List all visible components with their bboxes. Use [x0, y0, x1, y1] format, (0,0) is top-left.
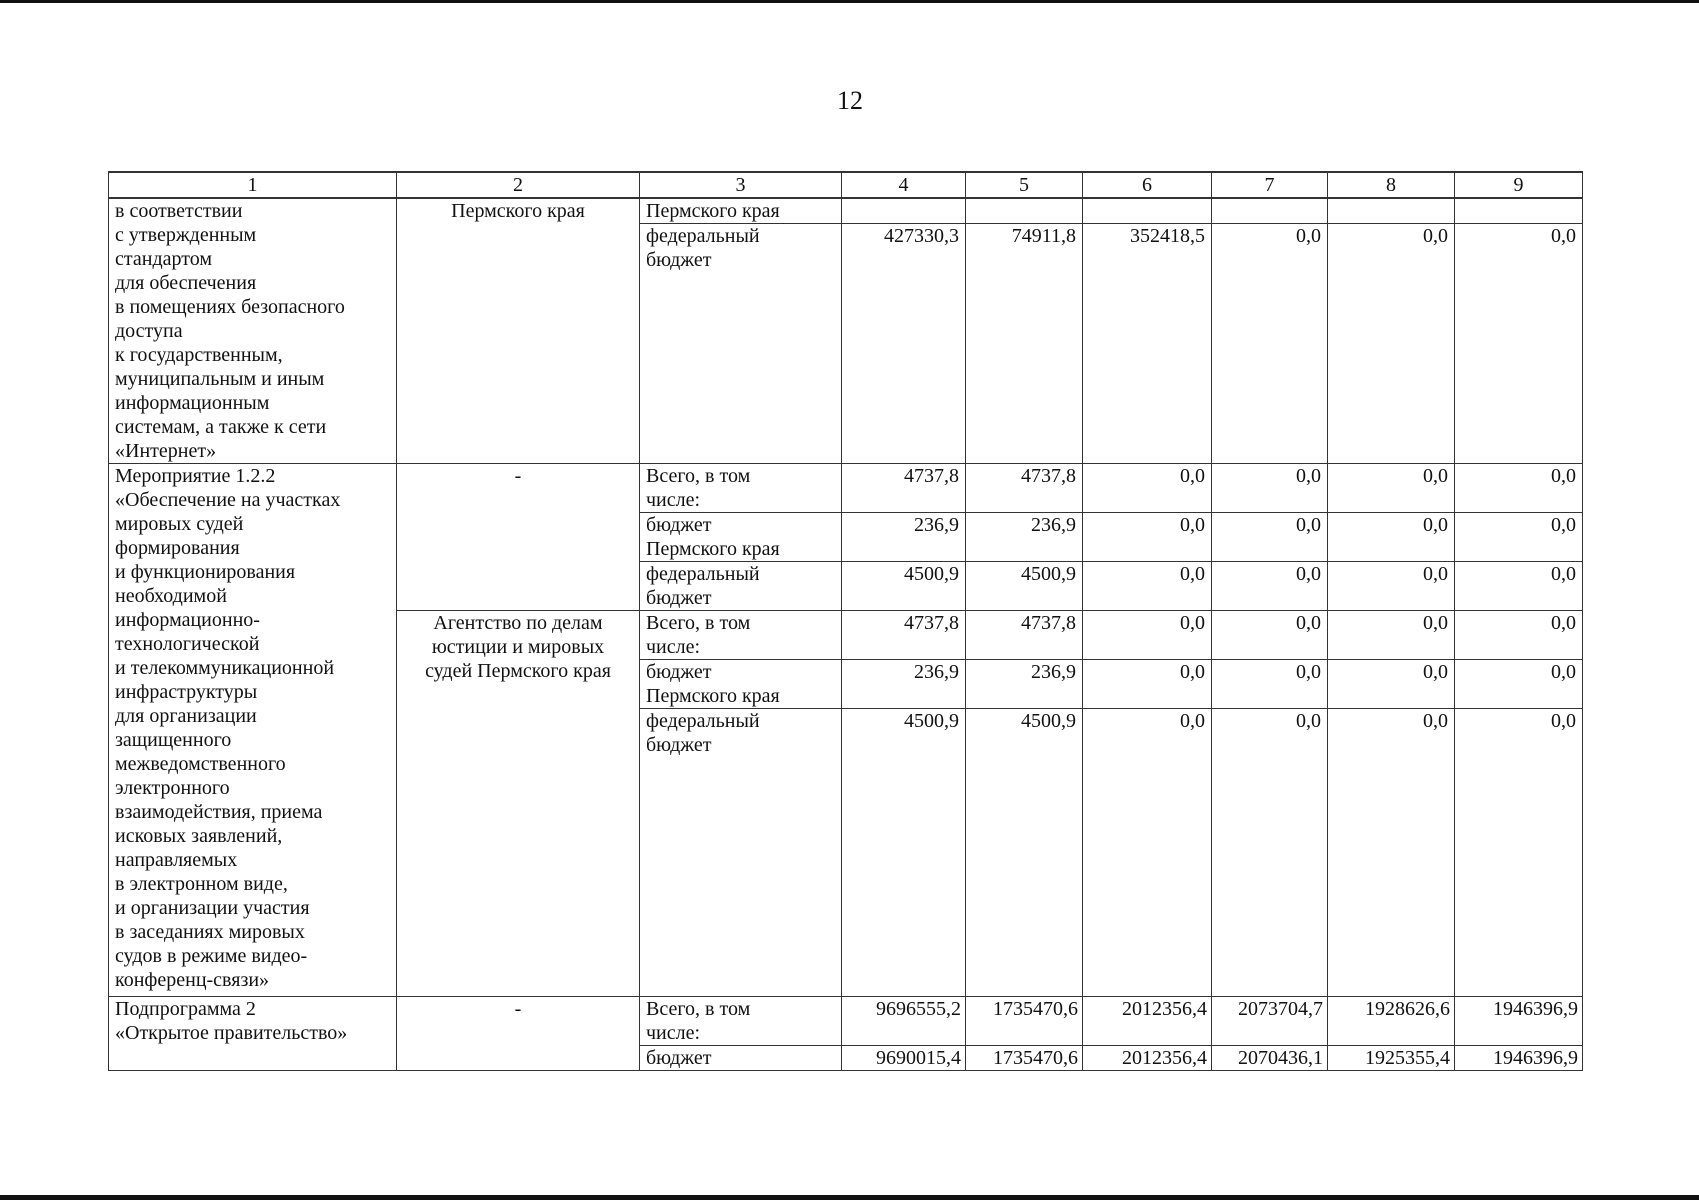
value-cell: 4500,9 [842, 709, 966, 997]
value-cell: 0,0 [1083, 611, 1212, 660]
executor-cell: - [397, 464, 640, 611]
value-cell [966, 198, 1083, 224]
value-cell: 0,0 [1083, 464, 1212, 513]
value-cell: 0,0 [1083, 660, 1212, 709]
activity-name-cell: Мероприятие 1.2.2 «Обеспечение на участках мировых судей формирования и функционирования необходимой информационно- технологической и телекоммуникационной инфраструктуры для организации защищенного межведомственного электронного взаимодействия, приема исковых заявлений, направляемых в электронном виде, и организации участия в заседаниях мировых судов в режиме видео- конференц-связи» [109, 464, 397, 997]
funding-source-cell: бюджет [640, 1046, 842, 1071]
value-cell: 4500,9 [842, 562, 966, 611]
value-cell: 0,0 [1455, 709, 1583, 997]
funding-source-cell: Всего, в том числе: [640, 997, 842, 1046]
value-cell: 9690015,4 [842, 1046, 966, 1071]
funding-source-cell: бюджет Пермского края [640, 513, 842, 562]
value-cell [842, 198, 966, 224]
table-row [109, 464, 1583, 513]
value-cell: 0,0 [1083, 513, 1212, 562]
value-cell: 0,0 [1455, 513, 1583, 562]
value-cell: 2073704,7 [1212, 997, 1328, 1046]
budget-table [108, 171, 1583, 1071]
page-number: 12 [837, 86, 863, 115]
value-cell: 0,0 [1328, 464, 1455, 513]
value-cell [1083, 198, 1212, 224]
value-cell: 0,0 [1328, 562, 1455, 611]
value-cell: 4737,8 [966, 611, 1083, 660]
value-cell: 2012356,4 [1083, 997, 1212, 1046]
value-cell: 4737,8 [966, 464, 1083, 513]
column-header: 1 [109, 172, 397, 198]
value-cell: 2070436,1 [1212, 1046, 1328, 1071]
column-header: 8 [1328, 172, 1455, 198]
value-cell: 0,0 [1212, 709, 1328, 997]
executor-cell: Агентство по делам юстиции и мировых судей Пермского края [397, 611, 640, 997]
funding-source-cell: Пермского края [640, 198, 842, 224]
column-header: 7 [1212, 172, 1328, 198]
value-cell [1212, 198, 1328, 224]
scan-edge-bottom [0, 1195, 1699, 1200]
table-row [109, 198, 1583, 224]
activity-name-cell: в соответствии с утвержденным стандартом для обеспечения в помещениях безопасного доступа к государственным, муниципальным и иным информационным системам, а также к сети «Интернет» [109, 198, 397, 464]
value-cell: 1925355,4 [1328, 1046, 1455, 1071]
value-cell: 0,0 [1083, 562, 1212, 611]
value-cell: 9696555,2 [842, 997, 966, 1046]
value-cell: 1946396,9 [1455, 997, 1583, 1046]
executor-cell: Пермского края [397, 198, 640, 464]
funding-source-cell: федеральный бюджет [640, 224, 842, 464]
value-cell: 0,0 [1455, 660, 1583, 709]
funding-source-cell: Всего, в том числе: [640, 464, 842, 513]
value-cell: 0,0 [1455, 224, 1583, 464]
value-cell: 236,9 [966, 513, 1083, 562]
value-cell [1328, 198, 1455, 224]
value-cell: 236,9 [966, 660, 1083, 709]
column-header: 6 [1083, 172, 1212, 198]
scan-edge-top [0, 0, 1699, 3]
value-cell: 0,0 [1083, 709, 1212, 997]
subprogram-name-cell: Подпрограмма 2 «Открытое правительство» [109, 997, 397, 1071]
value-cell: 0,0 [1455, 611, 1583, 660]
value-cell: 427330,3 [842, 224, 966, 464]
funding-source-cell: федеральный бюджет [640, 562, 842, 611]
value-cell: 0,0 [1212, 562, 1328, 611]
value-cell: 0,0 [1455, 464, 1583, 513]
value-cell: 0,0 [1455, 562, 1583, 611]
value-cell: 0,0 [1328, 224, 1455, 464]
value-cell: 4737,8 [842, 464, 966, 513]
column-number-row [109, 172, 1583, 198]
value-cell: 352418,5 [1083, 224, 1212, 464]
value-cell: 1735470,6 [966, 1046, 1083, 1071]
value-cell: 236,9 [842, 513, 966, 562]
value-cell: 1946396,9 [1455, 1046, 1583, 1071]
executor-cell: - [397, 997, 640, 1071]
value-cell: 0,0 [1328, 513, 1455, 562]
table-row [109, 997, 1583, 1046]
value-cell: 4500,9 [966, 562, 1083, 611]
value-cell: 0,0 [1212, 660, 1328, 709]
value-cell: 0,0 [1212, 224, 1328, 464]
column-header: 5 [966, 172, 1083, 198]
value-cell: 0,0 [1328, 660, 1455, 709]
value-cell: 236,9 [842, 660, 966, 709]
value-cell [1455, 198, 1583, 224]
column-header: 9 [1455, 172, 1583, 198]
value-cell: 1928626,6 [1328, 997, 1455, 1046]
funding-source-cell: федеральный бюджет [640, 709, 842, 997]
funding-source-cell: бюджет Пермского края [640, 660, 842, 709]
value-cell: 0,0 [1328, 709, 1455, 997]
value-cell: 0,0 [1212, 611, 1328, 660]
column-header: 4 [842, 172, 966, 198]
value-cell: 4500,9 [966, 709, 1083, 997]
value-cell: 0,0 [1212, 513, 1328, 562]
value-cell: 74911,8 [966, 224, 1083, 464]
value-cell: 2012356,4 [1083, 1046, 1212, 1071]
value-cell: 0,0 [1328, 611, 1455, 660]
column-header: 2 [397, 172, 640, 198]
value-cell: 0,0 [1212, 464, 1328, 513]
funding-source-cell: Всего, в том числе: [640, 611, 842, 660]
value-cell: 1735470,6 [966, 997, 1083, 1046]
column-header: 3 [640, 172, 842, 198]
value-cell: 4737,8 [842, 611, 966, 660]
